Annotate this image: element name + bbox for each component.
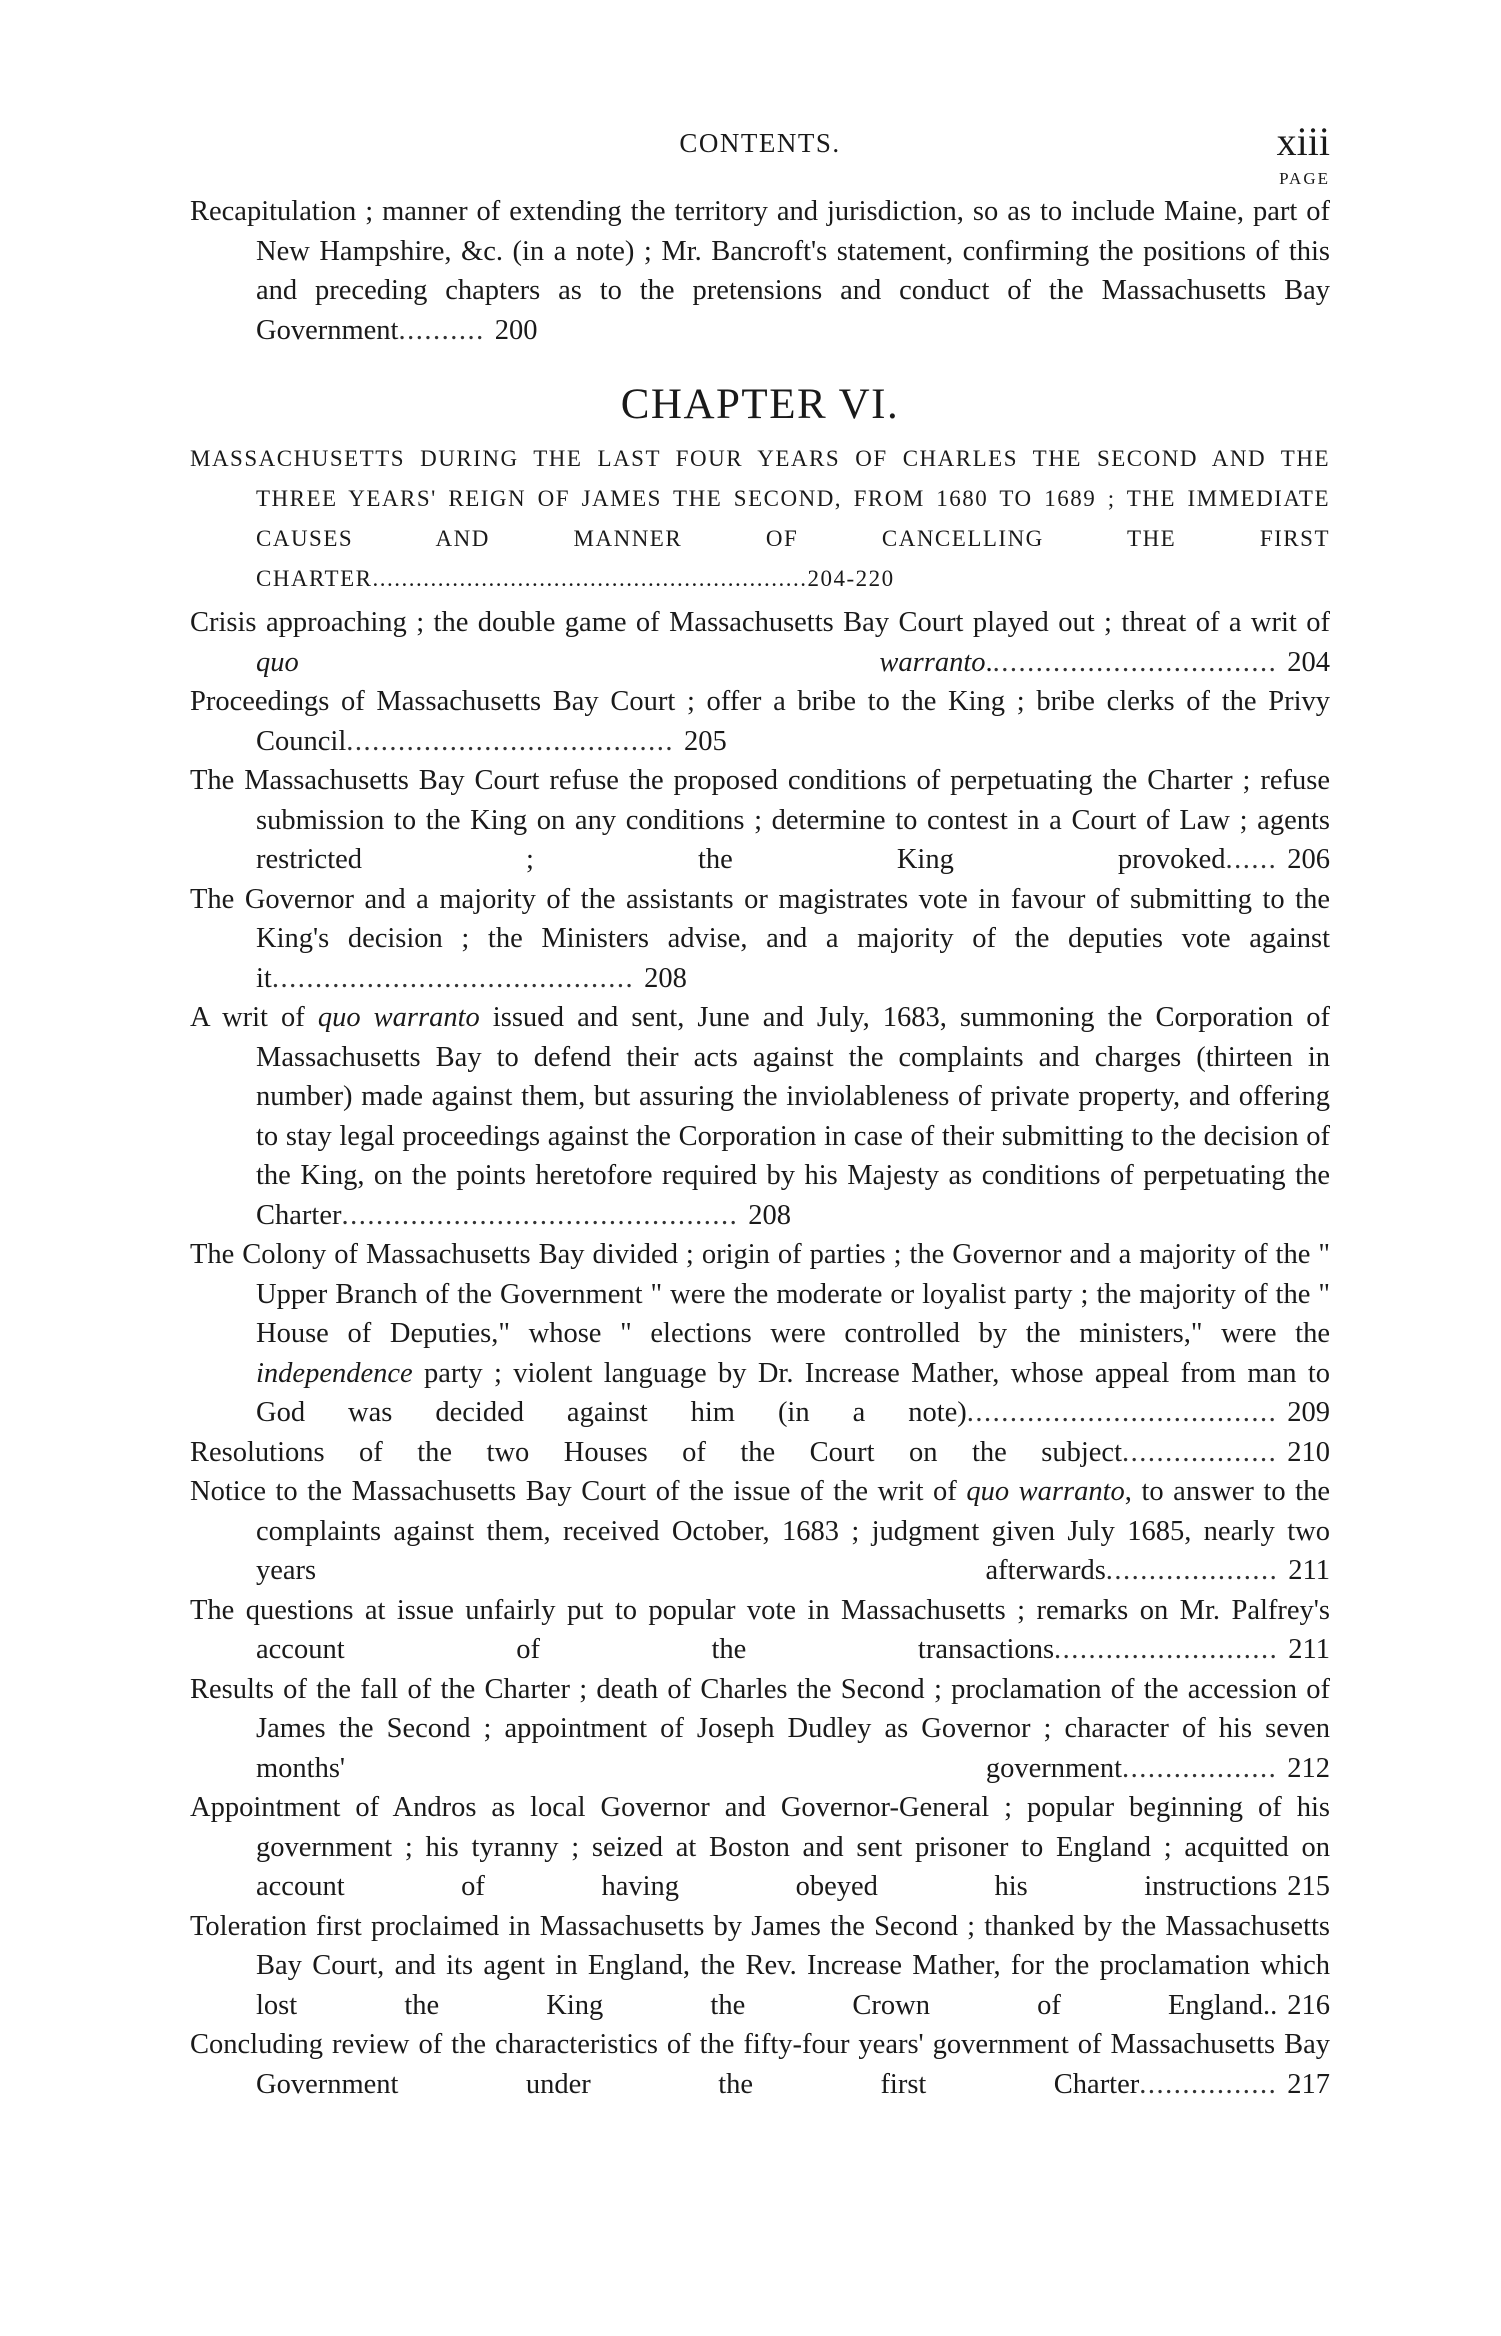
entry-text: The Massachusetts Bay Court refuse the proposed conditions of perpetuating the Charter ; refuse submission to the King on any conditions ; determine to contest in a Court of Law ; agents restricted ; the King provoked bbox=[190, 765, 1330, 875]
contents-entry bbox=[190, 1591, 1330, 1670]
entry-text: Proceedings of Massachusetts Bay Court ; offer a bribe to the King ; bribe clerks of the Privy Council bbox=[190, 686, 1330, 757]
page-column-label: PAGE bbox=[1279, 169, 1330, 188]
entry-text: The Colony of Massachusetts Bay divided ; origin of parties ; the Governor and a majority of the " Upper Branch of the Government " were the moderate or loyalist party ; the majority of the " House of Deputies," whose " elections were controlled by the ministers," were the bbox=[190, 1239, 1330, 1349]
entry-page: 200 bbox=[494, 314, 538, 346]
entry-text: The questions at issue unfairly put to popular vote in Massachusetts ; remarks on Mr. Palfrey's account of the transactions bbox=[190, 1594, 1330, 1665]
entry-text: Notice to the Massachusetts Bay Court of the issue of the writ of bbox=[190, 1476, 967, 1507]
leader-dots: ................ bbox=[1139, 2068, 1278, 2100]
entry-text: The Governor and a majority of the assistants or magistrates vote in favour of submitting to the King's decision ; the Ministers advise, and a majority of the deputies vote against it bbox=[190, 883, 1330, 994]
contents-entry bbox=[190, 682, 1330, 761]
chapter-summary bbox=[190, 439, 1330, 599]
entry-text: Appointment of Andros as local Governor and Governor-General ; popular beginning of his government ; his tyranny ; seized at Boston and sent prisoner to England ; acquitted on account of having obeyed his instructions bbox=[190, 1792, 1330, 1902]
leader-dots: ...... bbox=[1225, 844, 1278, 875]
leader-dots: .................. bbox=[1122, 1436, 1278, 1468]
entry-page: 209 bbox=[1287, 1397, 1330, 1428]
contents-entry bbox=[190, 1670, 1330, 1789]
entry-text-continued: party ; violent language by Dr. Increase Mather, whose appeal from man to God was decided against him (in a note) bbox=[256, 1357, 1330, 1428]
page-number: xiii bbox=[1276, 119, 1330, 164]
leader-dots: .................. bbox=[1122, 1752, 1278, 1784]
entry-text: Concluding review of the characteristics of the fifty-four years' government of Massachusetts Bay Government under the first Charter bbox=[190, 2029, 1330, 2100]
entry-text: A writ of bbox=[190, 1002, 318, 1033]
entry-text: Recapitulation ; manner of extending the territory and jurisdiction, so as to include Maine, part of New Hampshire, &c. (in a note) ; Mr. Bancroft's statement, confirming the positions of this and preceding chapters as to the pretensions and conduct of the Massachusetts Bay Government bbox=[190, 196, 1330, 346]
entry-page: 212 bbox=[1287, 1752, 1330, 1784]
contents-entry-prior bbox=[190, 192, 1330, 350]
entry-page: 211 bbox=[1288, 1634, 1330, 1665]
entry-page: 206 bbox=[1287, 844, 1330, 875]
entry-page: 204 bbox=[1287, 646, 1330, 678]
entry-page: 205 bbox=[684, 725, 727, 757]
entry-text: Resolutions of the two Houses of the Court on the subject bbox=[190, 1436, 1122, 1468]
entry-page: 210 bbox=[1287, 1436, 1330, 1468]
leader-dots: .......................... bbox=[1054, 1634, 1279, 1665]
leader-dots: ................................. bbox=[992, 646, 1278, 678]
running-head bbox=[190, 118, 1330, 166]
entry-text-continued: . bbox=[985, 646, 993, 678]
entry-text-continued: issued and sent, June and July, 1683, summoning the Corporation of Massachusetts Bay to defend their acts against the complaints and charges (thirteen in number) made against them, but assuring the inviolableness of private property, and offering to stay legal proceedings against the Corporation in case of their submitting to the decision of the King, on the points heretofore required by his Majesty as conditions of perpetuating the Charter bbox=[256, 1002, 1330, 1231]
contents-entry bbox=[190, 603, 1330, 682]
leader-dots: .......... bbox=[398, 314, 485, 346]
contents-entry bbox=[190, 1235, 1330, 1433]
chapter-summary-text: MASSACHUSETTS DURING THE LAST FOUR YEARS OF CHARLES THE SECOND AND THE THREE YEARS' REIGN OF JAMES THE SECOND, FROM 1680 TO 1689 ; THE IMMEDIATE CAUSES AND MANNER OF CANCELLING THE FIRST CHARTER bbox=[190, 446, 1330, 591]
entry-page: 217 bbox=[1287, 2068, 1330, 2100]
leader-dots: ...................................... bbox=[346, 725, 674, 757]
entry-text-continued: , to answer to the complaints against them, received October, 1683 ; judgment given July 1685, nearly two years afterwards bbox=[256, 1476, 1330, 1586]
running-title: CONTENTS. bbox=[679, 128, 841, 158]
contents-entry bbox=[190, 1907, 1330, 2026]
leader-dots: .................... bbox=[1105, 1555, 1279, 1586]
contents-entry bbox=[190, 1788, 1330, 1907]
entry-text: Toleration first proclaimed in Massachusetts by James the Second ; thanked by the Massachusetts Bay Court, and its agent in England, the Rev. Increase Mather, for the proclamation which lost the King the Crown of England.. bbox=[190, 1910, 1330, 2021]
contents-page bbox=[190, 118, 1330, 2104]
leader-dots: .............................................. bbox=[341, 1199, 739, 1231]
entry-italic-text: quo warranto bbox=[256, 646, 986, 678]
entry-page: 211 bbox=[1288, 1555, 1330, 1586]
contents-entry bbox=[190, 998, 1330, 1235]
leader-dots: .................................... bbox=[966, 1397, 1278, 1428]
chapter-heading: CHAPTER VI. bbox=[620, 381, 900, 428]
contents-entry bbox=[190, 1433, 1330, 1473]
entry-italic-text: independence bbox=[256, 1357, 413, 1389]
entry-page: 215 bbox=[1287, 1871, 1330, 1902]
leader-dots: ............................................................ bbox=[372, 566, 808, 591]
contents-entry bbox=[190, 1472, 1330, 1591]
entry-page: 208 bbox=[644, 962, 687, 994]
entry-italic-text: quo warranto bbox=[317, 1002, 480, 1033]
entry-text: Crisis approaching ; the double game of Massachusetts Bay Court played out ; threat of a writ of bbox=[190, 607, 1330, 638]
entry-text: Results of the fall of the Charter ; death of Charles the Second ; proclamation of the accession of James the Second ; appointment of Joseph Dudley as Governor ; character of his seven months' government bbox=[190, 1673, 1330, 1784]
chapter-page-range: 204-220 bbox=[807, 566, 895, 591]
contents-entry bbox=[190, 2025, 1330, 2104]
leader-dots: .......................................... bbox=[271, 962, 635, 994]
entry-italic-text: quo warranto bbox=[966, 1476, 1125, 1507]
contents-entry bbox=[190, 880, 1330, 999]
contents-entry bbox=[190, 761, 1330, 880]
entry-page: 216 bbox=[1287, 1989, 1330, 2021]
entry-page: 208 bbox=[748, 1199, 791, 1231]
contents-entries bbox=[190, 603, 1330, 2104]
